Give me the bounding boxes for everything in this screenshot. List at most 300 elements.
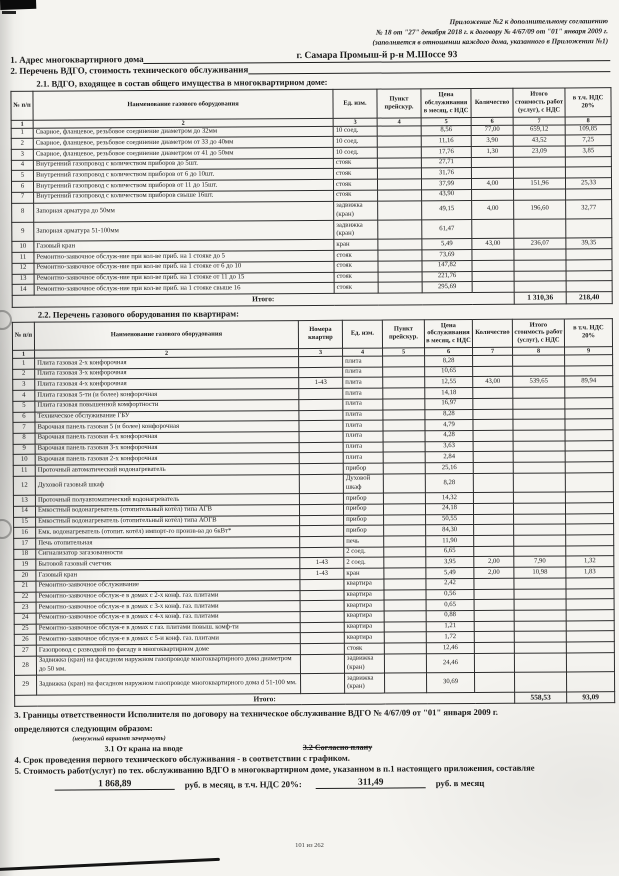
cell-val: 3,90 [471,136,513,147]
cell-unit: квартира [344,611,384,622]
section3-line2: определяются следующим образом: [14,723,153,735]
cell-num: 3 [11,149,33,160]
cell-num: 8 [13,433,35,444]
cell-apts [300,536,344,547]
cell-punkt [383,399,425,410]
cell-unit: прибор [343,463,383,474]
cell-apts [299,356,343,367]
cell-val: 2,84 [425,452,473,463]
monthly-vat-suffix: руб. в месяц [435,777,485,788]
cell-val: 196,60 [514,200,566,220]
cell-val [566,259,612,270]
total-label: Итого: [12,292,514,307]
cell-punkt [384,547,426,558]
total-row [12,292,612,307]
cell-val: 2,00 [474,557,514,568]
cell-val: 109,85 [565,124,611,135]
column-number: 1 [13,350,35,358]
cell-apts [299,388,343,399]
cell-val [513,387,565,398]
total-row [15,691,615,706]
cell-val: 12,46 [426,643,474,654]
cell-val: 12,55 [425,377,473,388]
cell-name: Внутренний газопровод с количеством приборов от 6 до 10шт. [33,169,333,182]
cell-num: 11 [12,252,34,263]
cell-num: 6 [13,412,35,423]
cell-val [566,270,612,281]
cell-val: 30,69 [427,673,475,693]
cell-val [565,503,613,514]
cell-name: Ремонтно-заявочное обслуж-ние при кол-ве приб. на 1 стояке от 6 до 10 [34,261,334,274]
section21-title: 2.1. ВДГО, входящее в состав общего имущества в многоквартирном доме: [36,77,328,89]
cell-val: 7,25 [565,135,611,146]
cell-punkt [384,568,426,579]
cell-val: 221,76 [422,271,472,282]
cell-val: 5,49 [426,568,474,579]
cell-apts [300,601,344,612]
section22-title: 2.2. Перечень газового оборудования по квартирам: [37,307,239,320]
cell-val [513,355,565,366]
cell-name: Ремонтно-заявочное обслуживание [36,579,300,591]
cell-unit: плита [343,452,383,463]
column-number: 7 [513,116,565,124]
cell-unit: стояк [334,250,378,261]
cell-apts [300,547,344,558]
cell-val [566,545,614,556]
cell-unit: кран [334,239,378,250]
cell-name: Варочная панель газовая 3-х конфорочная [35,442,299,454]
scan-artifact-corner-small [2,11,16,14]
appendix-note-line2: № 18 от "27" декабря 2018 г. к договору № 4/67/09 от "01" января 2009 г. [375,27,609,37]
cell-num: 4 [11,160,33,171]
cell-name: Варочная панель газовая 2-х конфорочная [35,453,299,465]
cell-unit: плита [343,399,383,410]
cell-name: Ремонтно-заявочное обслуж-е в домах с 4-х конф. газ. плитами [36,612,300,624]
cell-num: 22 [14,592,36,603]
cell-punkt [383,452,425,463]
cell-val [565,167,611,178]
cell-unit: прибор [343,504,383,515]
cell-punkt [385,673,427,693]
cell-val [566,219,612,239]
cell-name: Запорная арматура до 50мм [34,201,334,222]
column-header: Пункт прейскур. [382,319,424,348]
cell-unit: плита [343,442,383,453]
cell-val [514,631,566,642]
cell-unit: прибор [344,525,384,536]
cell-num: 28 [14,656,36,676]
column-number: 4 [377,117,421,125]
cell-val: 25,33 [565,178,611,189]
cell-punkt [383,441,425,452]
cell-val [513,462,565,473]
cell-val: 659,12 [513,125,565,136]
cell-punkt [377,158,421,169]
cell-val: 1,21 [426,621,474,632]
cell-val [566,631,614,642]
cell-val [565,355,613,366]
cell-num: 7 [12,192,34,203]
column-number: 6 [471,117,513,125]
cell-val [474,514,514,525]
cell-unit: стояк [334,282,378,293]
cell-val [473,452,513,463]
cell-num: 1 [11,128,33,139]
cell-val [473,398,513,409]
column-header: Цена обслуживания в месяц, с НДС [424,319,472,348]
section4-title: 4. Срок проведения первого технического обслуживания - в соответствии с графиком. [14,752,350,765]
cell-val: 37,99 [421,179,471,190]
cell-val [474,589,514,600]
cell-unit: 10 соед. [333,126,377,137]
cell-name: Задвижка (кран) на фасадном наружном газопроводе многоквартирного дома диаметром до 50 мм. [36,654,300,675]
cell-name: Варочная панель газовая 4-х конфорочная [35,432,299,444]
cell-unit: задвижка (кран) [344,654,384,674]
cell-val [514,514,566,525]
cell-apts [300,643,344,654]
cell-val [474,535,514,546]
cell-val: 32,77 [566,199,612,219]
cell-name: Проточный автоматический водонагреватель [35,464,299,476]
cell-num: 13 [12,274,34,285]
cell-apts [299,399,343,410]
cell-val: 43,90 [422,189,472,200]
cell-name: Ремонтно-заявочное обслуж-ние при кол-ве приб. на 1 стояке свыше 16 [34,283,334,296]
cost-summary-line [55,776,615,790]
cell-val [471,168,513,179]
cell-val [566,620,614,631]
cell-punkt [378,271,422,282]
cell-punkt [384,525,426,536]
cell-unit: плита [343,356,383,367]
cell-unit: задвижка (кран) [334,220,378,240]
cell-punkt [384,643,426,654]
cell-val [514,621,566,632]
cell-punkt [377,179,421,190]
cell-name: Бытовой газовый счетчик [36,558,300,570]
cell-apts [299,421,343,432]
cell-val: 236,07 [514,238,566,249]
cell-val [472,260,514,271]
cell-num: 9 [13,444,35,455]
cell-num: 14 [13,506,35,517]
cell-val [566,610,614,621]
cell-name: Проточный полуавтоматический водонагреватель [35,494,299,506]
cell-punkt [377,136,421,147]
cell-val: 1,32 [566,556,614,567]
cell-num: 27 [14,645,36,656]
section3-line1: 3. Границы ответственности Исполнителя по договору на техническое обслуживание ВДГО № 4/67/09 от "01" января 2009 г. [14,707,498,721]
cell-punkt [383,367,425,378]
cell-val [514,546,566,557]
cell-val [514,270,566,281]
cell-val [474,653,514,673]
cell-val: 4,00 [472,200,514,220]
cell-val: 2,42 [426,578,474,589]
cell-val [565,472,613,492]
cell-punkt [383,409,425,420]
cell-val [566,599,614,610]
cell-unit: задвижка (кран) [345,673,385,693]
cell-unit: 10 соед. [333,136,377,147]
cell-name: Плита газовая 3-х конфорочная [35,367,299,379]
scan-artifact-bottom-line [0,858,220,871]
cell-name: Варочная панель газовая 5 (и более) конфорочная [35,421,299,433]
cell-unit: Духовой шкаф [343,474,383,494]
cell-num: 5 [13,401,35,412]
cell-punkt [383,474,425,494]
cell-apts [300,654,344,674]
cell-val: 1,30 [471,146,513,157]
cell-val [566,513,614,524]
cell-val [513,430,565,441]
cell-val: 43,52 [513,135,565,146]
cell-punkt [383,377,425,388]
cell-unit: стояк [333,158,377,169]
cell-val [473,420,513,431]
cell-val [515,672,567,692]
total-vat: 93,09 [567,691,615,703]
column-number: 2 [35,349,299,359]
cell-val: 3,95 [426,557,474,568]
cell-val [514,249,566,260]
cell-apts [299,494,343,505]
cell-unit: плита [343,388,383,399]
column-header: Пункт прейскур. [377,89,421,118]
cell-unit: стояк [334,272,378,283]
monthly-cost-value: 1 868,89 [55,779,175,791]
cell-val: 3,63 [425,441,473,452]
column-number: 9 [565,347,613,355]
cell-unit: квартира [344,600,384,611]
column-header: Итого стоимость работ (услуг), с НДС [512,318,564,347]
cell-val: 1,83 [566,567,614,578]
cell-val: 0,88 [426,610,474,621]
cell-val [473,355,513,366]
cell-unit: плита [343,378,383,389]
cell-val [473,366,513,377]
cell-apts [300,579,344,590]
cell-unit: стояк [344,643,384,654]
cell-val: 8,28 [425,356,473,367]
table-header-row [12,318,612,350]
cell-val: 0,65 [426,600,474,611]
cell-val: 3,85 [565,146,611,157]
cell-apts: 1-43 [300,558,344,569]
document-page [10,16,615,790]
column-number: 3 [333,118,377,126]
cell-apts [300,590,344,601]
cell-punkt [383,504,425,515]
cell-val: 539,65 [513,376,565,387]
address-value: г. Самара Промыш-й р-н М.Шоссе 93 [144,49,611,64]
cell-val [565,365,613,376]
cell-punkt [377,147,421,158]
cell-punkt [384,632,426,643]
address-label: 1. Адрес многоквартирного дома [10,54,144,65]
cell-val [513,492,565,503]
cell-val [473,441,513,452]
cell-apts [299,410,343,421]
cell-val [474,525,514,536]
cell-val [566,652,614,672]
section2-title: 2. Перечень ВДГО, стоимость технического обслуживания [10,64,249,76]
column-header: Количество [471,88,513,117]
cell-punkt [384,536,426,547]
cell-name: Сварное, фланцевое, резьбовое соединение диаметром от 33 до 40мм [33,137,333,150]
cell-val: 4,79 [425,420,473,431]
cell-punkt [384,589,426,600]
cell-num: 5 [11,171,33,182]
cell-apts [300,633,344,644]
cell-name: Газовый кран [34,240,334,253]
column-header: № п/п [11,91,33,120]
column-number: 8 [565,116,611,124]
cell-num: 10 [12,242,34,253]
cell-apts [299,504,343,515]
cell-val [474,621,514,632]
cell-unit: 10 соед. [333,147,377,158]
cell-val: 49,15 [422,200,472,220]
cell-punkt [378,282,422,293]
cell-name: Газовый кран [36,569,300,581]
column-header: в т.ч. НДС 20% [564,318,612,347]
cell-name: Плита газовая 4-х конфорочная [35,378,299,390]
cell-num: 16 [14,527,36,538]
column-number: 7 [473,347,513,355]
cell-val: 11,90 [426,536,474,547]
cell-val [514,281,566,292]
cell-name: Печь отопительная [36,537,300,549]
cell-num: 2 [11,139,33,150]
cell-num: 21 [14,581,36,592]
cell-num: 10 [13,455,35,466]
cell-unit: стояк [334,261,378,272]
cell-apts [299,463,343,474]
cell-name: Ремонтно-заявочное обслуж-е в домах с 5-и конф. газ. плитами [36,633,300,645]
cell-val: 27,71 [421,157,471,168]
cell-val [514,599,566,610]
column-header: Цена обслуживания в месяц, с НДС [421,89,471,118]
total-label: Итого: [15,692,515,707]
cell-val: 89,94 [565,376,613,387]
cell-val [471,157,513,168]
cell-name: Запорная арматура 51-100мм [34,220,334,241]
cell-val [473,492,513,503]
cell-apts [300,611,344,622]
cell-punkt [384,514,426,525]
cell-punkt [378,220,422,240]
cell-num: 18 [14,549,36,560]
appendix-note-line1: Приложение №2 к дополнительному соглашению [449,17,609,27]
cell-punkt [384,557,426,568]
cell-val [473,430,513,441]
table-header-row [11,88,611,120]
cell-val [474,546,514,557]
cell-val [565,462,613,473]
cell-val [472,281,514,292]
cell-punkt [383,356,425,367]
cell-apts: 1-43 [299,378,343,389]
cell-name: Сварное, фланцевое, резьбовое соединение диаметром от 41 до 50мм [33,147,333,160]
cell-num: 1 [13,358,35,369]
cell-num: 2 [13,369,35,380]
cell-num: 6 [11,181,33,192]
cell-unit: плита [343,431,383,442]
cell-name: Газопровод с разводкой по фасаду в многоквартирном доме [36,644,300,656]
cell-name: Плита газовая 5-ти (и более) конфорочная [35,389,299,401]
cell-val [473,409,513,420]
cell-unit: 2 соед. [344,547,384,558]
cell-val: 10,98 [514,567,566,578]
cell-val: 147,82 [422,260,472,271]
cell-num: 24 [14,613,36,624]
cell-num: 11 [13,465,35,476]
cell-val: 7,90 [514,556,566,567]
cell-apts [299,474,343,494]
column-number: 1 [11,120,33,128]
cell-apts [299,431,343,442]
cell-val [514,610,566,621]
cell-unit: прибор [344,515,384,526]
cell-num: 26 [14,635,36,646]
cell-name: Плита газовая повышенной комфортности [35,399,299,411]
cell-val [565,430,613,441]
monthly-cost-suffix: руб. в месяц, в т.ч. НДС 20%: [184,778,302,790]
column-header: № п/п [12,322,34,351]
cell-punkt [384,654,426,674]
cell-val: 151,96 [513,178,565,189]
cell-apts [299,367,343,378]
cell-name: Ремонтно-заявочное обслуж-ние при кол-ве приб. на 1 стояке от 11 до 15 [34,272,334,285]
column-header: Количество [472,319,512,348]
cell-num: 12 [12,263,34,274]
cell-val [473,503,513,514]
cell-punkt [378,250,422,261]
cell-punkt [377,125,421,136]
cell-unit: квартира [344,579,384,590]
cell-val [566,535,614,546]
cell-val: 6,65 [426,546,474,557]
cell-val [513,167,565,178]
cell-punkt [383,493,425,504]
cell-name: Внутренний газопровод с количеством приборов от 11 до 15шт. [33,180,333,193]
cell-name: Емкостный водонагреватель (отопительный котёл) типа АОГВ [36,515,300,527]
cell-val [566,577,614,588]
cell-val [472,219,514,239]
apartments-equipment-table [12,318,615,707]
cell-val [514,219,566,239]
cell-num: 13 [13,495,35,506]
cell-punkt [383,388,425,399]
cell-val [513,157,565,168]
total-value: 558,53 [515,692,567,704]
cell-val [513,409,565,420]
cell-val: 1,72 [426,632,474,643]
cell-val [513,398,565,409]
cell-val [513,366,565,377]
appendix-note [10,16,610,50]
cell-name: Сварное, фланцевое, резьбовое соединение диаметром до 32мм [33,126,333,139]
cell-num: 29 [15,675,37,695]
cell-val [474,642,514,653]
cell-val [513,419,565,430]
cell-val [566,249,612,260]
cell-name: Внутренний газопровод с количеством приборов свыше 16шт. [34,190,334,203]
column-header: Наименование газового оборудования [34,320,298,350]
section5-title: 5. Стоимость работ(услуг) по тех. обслуживанию ВДГО в многоквартирном доме, указанном в п.1 настоящего приложения, составляе [14,762,535,776]
cell-val: 61,47 [422,220,472,240]
